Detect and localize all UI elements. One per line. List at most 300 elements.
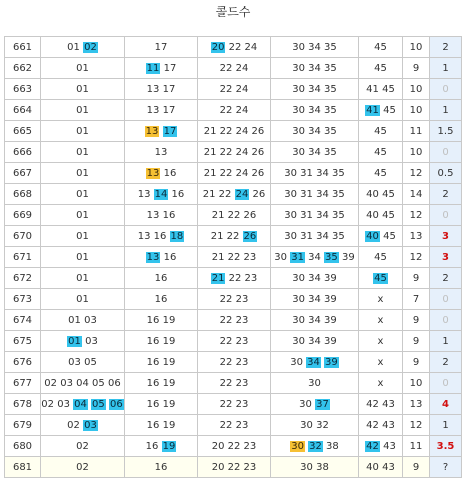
number: 26 [251, 167, 265, 179]
number: 42 [366, 398, 379, 410]
number-group-c5 [359, 289, 403, 310]
number: 45 [374, 167, 387, 179]
number: x [377, 335, 384, 347]
number-group-c1 [41, 184, 125, 205]
number: 16 [162, 209, 176, 221]
number-group-c1 [41, 247, 125, 268]
number: 23 [243, 251, 257, 263]
number: 34 [308, 83, 321, 95]
bonus-value: 9 [403, 58, 430, 79]
number: 23 [235, 293, 249, 305]
number: 34 [308, 41, 321, 53]
number-group-c3 [198, 415, 271, 436]
number: 26 [251, 146, 265, 158]
number-group-c5 [359, 352, 403, 373]
number-group-c1 [41, 58, 125, 79]
round-number: 680 [5, 436, 41, 457]
number: 35 [324, 41, 337, 53]
number: 16 [146, 314, 160, 326]
number: 35 [324, 146, 337, 158]
number: 22 [218, 188, 232, 200]
number: 45 [382, 83, 395, 95]
number-group-c1 [41, 268, 125, 289]
number-group-c3 [198, 247, 271, 268]
number-group-c3 [198, 331, 271, 352]
number: 34 [316, 167, 329, 179]
number: 01 [76, 209, 89, 221]
table-row [5, 310, 462, 331]
bonus-value: 12 [403, 415, 430, 436]
number: 42 [366, 419, 379, 431]
number: 17 [154, 41, 168, 53]
highlighted-number: 19 [162, 440, 176, 452]
table-row [5, 352, 462, 373]
number: 30 [300, 419, 313, 431]
number: 19 [162, 335, 176, 347]
number: 31 [300, 209, 313, 221]
number: 20 [211, 440, 225, 452]
number: 06 [107, 377, 121, 389]
number-group-c1 [41, 37, 125, 58]
highlighted-number: 01 [68, 335, 81, 347]
number: 21 [203, 167, 217, 179]
number: 21 [210, 230, 224, 242]
cold-count: 1 [430, 58, 462, 79]
number: 24 [235, 125, 249, 137]
number: 03 [84, 314, 97, 326]
number: 40 [366, 188, 379, 200]
number-group-c3 [198, 58, 271, 79]
bonus-value: 10 [403, 373, 430, 394]
number: 22 [227, 209, 241, 221]
number: 16 [146, 419, 160, 431]
number: 39 [324, 335, 337, 347]
highlighted-number: 20 [211, 41, 225, 53]
highlighted-number: 32 [309, 440, 322, 452]
table-row [5, 394, 462, 415]
number-group-c3 [198, 289, 271, 310]
number-group-c2 [125, 457, 198, 478]
number: 30 [292, 41, 305, 53]
table-row [5, 247, 462, 268]
bonus-value: 11 [403, 121, 430, 142]
number: 34 [308, 335, 321, 347]
number: 30 [284, 209, 297, 221]
number-group-c5 [359, 373, 403, 394]
cold-count: 0 [430, 373, 462, 394]
round-number: 665 [5, 121, 41, 142]
highlighted-number: 05 [92, 398, 105, 410]
number-group-c2 [125, 142, 198, 163]
bonus-value: 7 [403, 289, 430, 310]
number: 01 [76, 293, 89, 305]
highlighted-number: 39 [325, 356, 338, 368]
round-number: 670 [5, 226, 41, 247]
number: 30 [292, 335, 305, 347]
highlighted-number: 42 [366, 440, 379, 452]
number-group-c5 [359, 226, 403, 247]
number: 02 [44, 377, 58, 389]
highlighted-number: 37 [316, 398, 329, 410]
number: 30 [292, 83, 305, 95]
cold-count: 2 [430, 268, 462, 289]
number: 22 [228, 272, 242, 284]
number: 22 [219, 146, 233, 158]
highlighted-number: 13 [145, 125, 159, 137]
highlighted-number: 40 [366, 230, 379, 242]
highlighted-number: 45 [374, 272, 387, 284]
number: 30 [299, 398, 312, 410]
number-group-c2 [125, 226, 198, 247]
number: 34 [308, 251, 321, 263]
cold-count: 1 [430, 415, 462, 436]
number: 17 [163, 62, 177, 74]
number: 30 [308, 377, 321, 389]
round-number: 668 [5, 184, 41, 205]
number: 26 [243, 209, 257, 221]
table-row [5, 457, 462, 478]
number-group-c2 [125, 37, 198, 58]
bonus-value: 10 [403, 100, 430, 121]
number: 45 [374, 146, 387, 158]
number-group-c4 [271, 247, 359, 268]
bonus-value: 9 [403, 310, 430, 331]
number: x [377, 356, 384, 368]
table-row [5, 331, 462, 352]
number-group-c4 [271, 37, 359, 58]
number: 26 [251, 125, 265, 137]
number: 30 [274, 251, 288, 263]
highlighted-number: 13 [146, 167, 160, 179]
number-group-c5 [359, 268, 403, 289]
number: 34 [308, 272, 321, 284]
number-group-c3 [198, 142, 271, 163]
number: 30 [292, 293, 305, 305]
number: 16 [146, 335, 160, 347]
table-row [5, 415, 462, 436]
number: 16 [154, 293, 168, 305]
number-group-c1 [41, 352, 125, 373]
highlighted-number: 41 [366, 104, 379, 116]
table-row [5, 100, 462, 121]
number: 34 [316, 209, 329, 221]
bonus-value: 13 [403, 394, 430, 415]
number: 34 [316, 230, 329, 242]
number-group-c4 [271, 436, 359, 457]
number-group-c4 [271, 58, 359, 79]
highlighted-number: 03 [84, 419, 97, 431]
number-group-c4 [271, 415, 359, 436]
number: 35 [324, 83, 337, 95]
number-group-c4 [271, 352, 359, 373]
number-group-c1 [41, 121, 125, 142]
number-group-c2 [125, 310, 198, 331]
number: 20 [211, 461, 225, 473]
number-group-c3 [198, 163, 271, 184]
number-group-c3 [198, 100, 271, 121]
number-group-c2 [125, 331, 198, 352]
number: 22 [227, 461, 241, 473]
number: 30 [290, 356, 303, 368]
number: 01 [76, 104, 89, 116]
number-group-c5 [359, 37, 403, 58]
round-number: 671 [5, 247, 41, 268]
bonus-value: 14 [403, 184, 430, 205]
number-group-c1 [41, 394, 125, 415]
number-group-c4 [271, 457, 359, 478]
number-group-c5 [359, 58, 403, 79]
number: 13 [146, 83, 160, 95]
number-group-c3 [198, 268, 271, 289]
number-group-c1 [41, 310, 125, 331]
number: 13 [146, 209, 160, 221]
bonus-value: 12 [403, 163, 430, 184]
number-group-c1 [41, 100, 125, 121]
number: 13 [154, 146, 168, 158]
number: 30 [292, 104, 305, 116]
number: 31 [300, 188, 313, 200]
number-group-c2 [125, 394, 198, 415]
number: 23 [243, 440, 257, 452]
round-number: 672 [5, 268, 41, 289]
page-title: 콜드수 [215, 5, 251, 19]
number: 22 [227, 251, 241, 263]
number: 30 [300, 461, 313, 473]
number-group-c5 [359, 247, 403, 268]
number-group-c1 [41, 163, 125, 184]
number: 45 [383, 230, 396, 242]
table-row [5, 163, 462, 184]
bonus-value: 13 [403, 226, 430, 247]
table-row [5, 142, 462, 163]
number: 35 [332, 209, 345, 221]
number: 23 [235, 377, 249, 389]
number-group-c4 [271, 121, 359, 142]
number-group-c3 [198, 226, 271, 247]
number: 38 [316, 461, 329, 473]
highlighted-number: 34 [307, 356, 320, 368]
number: 35 [332, 230, 345, 242]
number: 45 [374, 251, 387, 263]
number: 02 [76, 440, 89, 452]
number-group-c4 [271, 289, 359, 310]
number: x [377, 377, 384, 389]
number: 45 [383, 104, 396, 116]
number-group-c2 [125, 247, 198, 268]
number: 13 [146, 104, 160, 116]
number: 39 [324, 314, 337, 326]
number: 01 [68, 314, 81, 326]
number: 23 [235, 419, 249, 431]
bonus-value: 9 [403, 352, 430, 373]
number: 30 [292, 125, 305, 137]
round-number: 669 [5, 205, 41, 226]
number-group-c5 [359, 142, 403, 163]
number: x [377, 293, 384, 305]
number: 35 [332, 167, 345, 179]
cold-count: ? [430, 457, 462, 478]
table-row [5, 184, 462, 205]
number: 32 [316, 419, 329, 431]
round-number: 666 [5, 142, 41, 163]
number: 43 [383, 440, 396, 452]
number-group-c3 [198, 373, 271, 394]
highlighted-number: 24 [235, 188, 249, 200]
number: 13 [137, 188, 151, 200]
number: 45 [374, 62, 387, 74]
bonus-value: 12 [403, 247, 430, 268]
number: 05 [84, 356, 97, 368]
number: 22 [219, 377, 233, 389]
bonus-value: 9 [403, 268, 430, 289]
number-group-c1 [41, 436, 125, 457]
cold-count: 2 [430, 37, 462, 58]
number: 05 [92, 377, 105, 389]
table-row [5, 289, 462, 310]
number-group-c5 [359, 205, 403, 226]
number-group-c3 [198, 436, 271, 457]
number: 30 [284, 167, 297, 179]
round-number: 681 [5, 457, 41, 478]
number: 03 [60, 377, 73, 389]
number: 23 [235, 335, 249, 347]
round-number: 677 [5, 373, 41, 394]
number-group-c2 [125, 205, 198, 226]
number-group-c2 [125, 352, 198, 373]
number-group-c1 [41, 142, 125, 163]
highlighted-number: 30 [291, 440, 304, 452]
cold-count: 0 [430, 79, 462, 100]
number: 34 [308, 314, 321, 326]
number: 22 [219, 293, 233, 305]
number-group-c1 [41, 226, 125, 247]
number-group-c2 [125, 184, 198, 205]
number: 19 [162, 356, 176, 368]
round-number: 675 [5, 331, 41, 352]
table-row [5, 205, 462, 226]
number: 16 [163, 167, 177, 179]
number: 01 [76, 146, 89, 158]
number: 45 [382, 188, 395, 200]
number-group-c4 [271, 163, 359, 184]
number-group-c3 [198, 310, 271, 331]
number: 26 [252, 188, 266, 200]
round-number: 661 [5, 37, 41, 58]
table-row [5, 58, 462, 79]
number: 31 [300, 230, 313, 242]
number: 16 [146, 398, 160, 410]
number: 34 [308, 104, 321, 116]
number: 23 [244, 272, 258, 284]
number: 34 [316, 188, 329, 200]
cold-count: 0 [430, 205, 462, 226]
number-group-c5 [359, 394, 403, 415]
number-group-c2 [125, 163, 198, 184]
cold-count: 0 [430, 142, 462, 163]
table-row [5, 121, 462, 142]
number: 24 [235, 167, 249, 179]
highlighted-number: 21 [211, 272, 225, 284]
number: 21 [211, 209, 225, 221]
number-group-c4 [271, 100, 359, 121]
round-number: 663 [5, 79, 41, 100]
number-group-c5 [359, 436, 403, 457]
number: 17 [162, 104, 176, 116]
highlighted-number: 04 [74, 398, 87, 410]
number: 21 [211, 251, 225, 263]
cold-count: 3 [430, 226, 462, 247]
number-group-c2 [125, 79, 198, 100]
number: 30 [284, 188, 297, 200]
number: 01 [67, 41, 80, 53]
cold-count: 1 [430, 100, 462, 121]
number: 45 [374, 125, 387, 137]
number-group-c3 [198, 37, 271, 58]
number: 03 [68, 356, 81, 368]
bonus-value: 10 [403, 37, 430, 58]
number: 21 [203, 146, 217, 158]
table-row [5, 268, 462, 289]
number: 24 [235, 146, 249, 158]
round-number: 678 [5, 394, 41, 415]
number: 22 [219, 167, 233, 179]
number: 30 [292, 314, 305, 326]
number: 01 [76, 272, 89, 284]
number: 23 [235, 356, 249, 368]
number: 22 [219, 104, 233, 116]
number: 19 [162, 398, 176, 410]
number: 02 [76, 461, 89, 473]
number: 01 [76, 83, 89, 95]
table-row [5, 373, 462, 394]
number: 23 [235, 398, 249, 410]
number: 17 [162, 83, 176, 95]
number: 24 [235, 62, 249, 74]
highlighted-number: 17 [163, 125, 177, 137]
number: 22 [219, 314, 233, 326]
number: 39 [324, 272, 337, 284]
number: 34 [308, 293, 321, 305]
number: 24 [244, 41, 258, 53]
number-group-c2 [125, 121, 198, 142]
table-body [5, 37, 462, 478]
number: 35 [324, 104, 337, 116]
cold-count: 0 [430, 289, 462, 310]
number: 02 [67, 419, 80, 431]
number: 04 [76, 377, 89, 389]
bonus-value: 10 [403, 142, 430, 163]
table-row [5, 436, 462, 457]
number-group-c4 [271, 142, 359, 163]
number: 21 [202, 188, 216, 200]
number: 23 [243, 461, 257, 473]
number: 43 [382, 461, 395, 473]
number-group-c4 [271, 310, 359, 331]
number: 21 [203, 125, 217, 137]
number-group-c4 [271, 373, 359, 394]
number: 30 [292, 62, 305, 74]
number-group-c4 [271, 394, 359, 415]
table-row [5, 226, 462, 247]
number: 43 [382, 419, 395, 431]
number-group-c4 [271, 226, 359, 247]
number-group-c5 [359, 331, 403, 352]
number-group-c5 [359, 415, 403, 436]
number: 22 [219, 356, 233, 368]
cold-count: 3 [430, 247, 462, 268]
number: 02 [41, 398, 55, 410]
number-group-c4 [271, 205, 359, 226]
